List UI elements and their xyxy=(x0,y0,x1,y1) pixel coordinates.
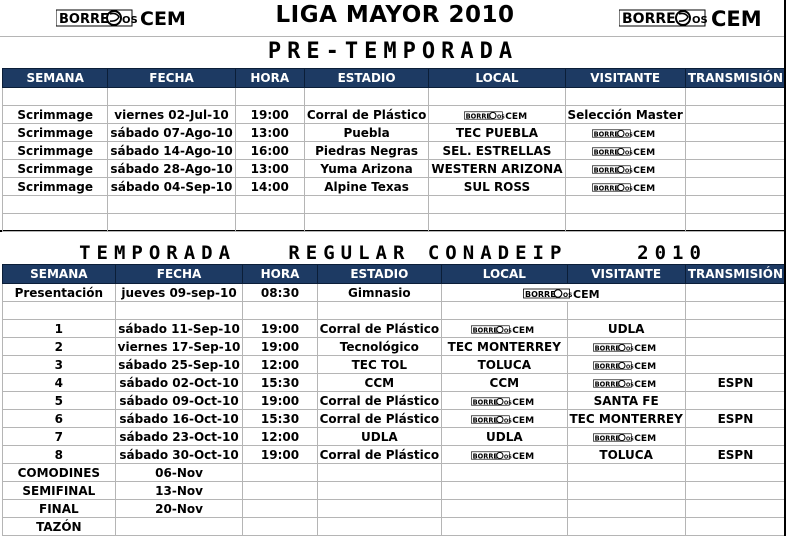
cell-semana: Presentación xyxy=(3,284,116,302)
empty-cell xyxy=(685,214,785,232)
svg-text:OS: OS xyxy=(122,15,138,26)
empty-cell xyxy=(3,214,108,232)
col-header-fecha: FECHA xyxy=(115,265,243,284)
cell-fecha: sábado 28-Ago-10 xyxy=(108,160,235,178)
borregos-logo-icon xyxy=(592,128,658,139)
cell-estadio: Gimnasio xyxy=(317,284,442,302)
svg-text:OS: OS xyxy=(625,149,633,156)
borregos-logo-icon xyxy=(593,342,659,353)
svg-text:BORRE: BORRE xyxy=(594,361,621,370)
cell-hora: 15:30 xyxy=(243,410,317,428)
cell-semana: Scrimmage xyxy=(3,178,108,196)
col-header-estadio: ESTADIO xyxy=(304,69,429,88)
col-header-estadio: ESTADIO xyxy=(317,265,442,284)
borregos-logo-icon xyxy=(471,324,537,335)
table-row xyxy=(3,410,786,428)
cell-visitante: TEC MONTERREY xyxy=(567,410,685,428)
svg-text:CEM: CEM xyxy=(633,183,656,193)
cell-transmision: ESPN xyxy=(685,374,785,392)
empty-cell xyxy=(567,482,685,500)
cell-estadio: UDLA xyxy=(317,428,442,446)
cell-playoff-label: TAZÓN xyxy=(3,518,116,536)
col-header-local: LOCAL xyxy=(442,265,567,284)
cell-local xyxy=(442,410,567,428)
empty-row xyxy=(3,214,786,232)
empty-cell xyxy=(108,214,235,232)
cell-hora: 12:00 xyxy=(243,428,317,446)
cell-fecha: sábado 14-Ago-10 xyxy=(108,142,235,160)
empty-cell xyxy=(317,302,442,320)
cell-fecha: sábado 07-Ago-10 xyxy=(108,124,235,142)
cell-semana: 1 xyxy=(3,320,116,338)
cell-playoff-date xyxy=(115,518,243,536)
svg-text:CEM: CEM xyxy=(512,415,535,425)
cell-local: WESTERN ARIZONA xyxy=(429,160,565,178)
cell-visitante xyxy=(567,338,685,356)
col-header-hora: HORA xyxy=(235,69,304,88)
regular-header-row xyxy=(3,265,786,284)
cell-playoff-label: SEMIFINAL xyxy=(3,482,116,500)
cell-visitante: TOLUCA xyxy=(567,446,685,464)
empty-cell xyxy=(304,214,429,232)
empty-cell xyxy=(685,482,785,500)
col-header-transmision: TRANSMISIÓN xyxy=(685,265,785,284)
playoff-row xyxy=(3,518,786,536)
svg-text:CEM: CEM xyxy=(505,111,528,121)
svg-text:CEM: CEM xyxy=(634,343,657,353)
cell-fecha: viernes 02-Jul-10 xyxy=(108,106,235,124)
svg-text:CEM: CEM xyxy=(634,379,657,389)
cell-playoff-date: 20-Nov xyxy=(115,500,243,518)
empty-cell xyxy=(567,464,685,482)
col-header-semana: SEMANA xyxy=(3,265,116,284)
table-row xyxy=(3,160,786,178)
svg-text:CEM: CEM xyxy=(140,8,186,28)
cell-semana: 8 xyxy=(3,446,116,464)
empty-cell xyxy=(115,302,243,320)
svg-text:OS: OS xyxy=(692,15,708,26)
cell-transmision xyxy=(685,428,785,446)
cell-local: TEC PUEBLA xyxy=(429,124,565,142)
cell-local xyxy=(442,320,567,338)
svg-text:CEM: CEM xyxy=(633,147,656,157)
cell-transmision xyxy=(685,124,785,142)
cell-transmision xyxy=(685,178,785,196)
cell-estadio: Corral de Plástico xyxy=(317,320,442,338)
cell-visitante xyxy=(565,160,685,178)
empty-cell xyxy=(685,464,785,482)
svg-text:BORRE: BORRE xyxy=(472,325,499,334)
empty-cell xyxy=(235,196,304,214)
cell-local: TEC MONTERREY xyxy=(442,338,567,356)
svg-text:BORRE: BORRE xyxy=(593,183,620,192)
cell-local: CCM xyxy=(442,374,567,392)
cell-fecha: sábado 25-Sep-10 xyxy=(115,356,243,374)
cell-transmision: ESPN xyxy=(685,446,785,464)
col-header-visitante: VISITANTE xyxy=(565,69,685,88)
cell-visitante xyxy=(565,142,685,160)
cell-semana: Scrimmage xyxy=(3,124,108,142)
svg-text:CEM: CEM xyxy=(633,165,656,175)
borregos-logo-right xyxy=(619,8,777,28)
empty-cell xyxy=(108,88,235,106)
preseason-table xyxy=(2,68,786,232)
cell-fecha: sábado 23-Oct-10 xyxy=(115,428,243,446)
table-row xyxy=(3,142,786,160)
col-header-semana: SEMANA xyxy=(3,69,108,88)
svg-text:OS: OS xyxy=(504,399,513,406)
svg-text:BORRE: BORRE xyxy=(622,11,676,27)
empty-cell xyxy=(442,482,567,500)
cell-visitante: SANTA FE xyxy=(567,392,685,410)
cell-estadio: Alpine Texas xyxy=(304,178,429,196)
table-row xyxy=(3,106,786,124)
cell-local: UDLA xyxy=(442,428,567,446)
cell-estadio: Corral de Plástico xyxy=(317,410,442,428)
cell-estadio: Puebla xyxy=(304,124,429,142)
cell-semana: 3 xyxy=(3,356,116,374)
cell-semana: Scrimmage xyxy=(3,106,108,124)
svg-text:CEM: CEM xyxy=(573,287,600,299)
cell-semana: 6 xyxy=(3,410,116,428)
svg-text:BORRE: BORRE xyxy=(594,379,621,388)
cell-semana: 7 xyxy=(3,428,116,446)
empty-cell xyxy=(3,302,116,320)
borregos-logo-icon xyxy=(593,360,659,371)
borregos-logo-icon xyxy=(592,146,658,157)
empty-cell xyxy=(565,196,685,214)
cell-transmision xyxy=(685,284,785,302)
cell-semana: 4 xyxy=(3,374,116,392)
cell-local: TOLUCA xyxy=(442,356,567,374)
empty-cell xyxy=(567,518,685,536)
svg-text:OS: OS xyxy=(504,417,513,424)
svg-text:BORRE: BORRE xyxy=(472,451,499,460)
header xyxy=(0,0,786,36)
table-row xyxy=(3,338,786,356)
col-header-local: LOCAL xyxy=(429,69,565,88)
cell-transmision xyxy=(685,160,785,178)
cell-local xyxy=(442,446,567,464)
empty-cell xyxy=(685,500,785,518)
svg-text:BORRE: BORRE xyxy=(472,415,499,424)
table-row xyxy=(3,356,786,374)
svg-text:BORRE: BORRE xyxy=(525,289,557,299)
empty-cell xyxy=(442,518,567,536)
empty-cell xyxy=(429,196,565,214)
svg-text:OS: OS xyxy=(626,363,634,370)
cell-hora: 19:00 xyxy=(235,106,304,124)
svg-text:OS: OS xyxy=(504,327,513,334)
col-header-hora: HORA xyxy=(243,265,317,284)
borregos-logo-left xyxy=(56,8,194,28)
cell-hora: 13:00 xyxy=(235,124,304,142)
empty-cell xyxy=(685,88,785,106)
empty-cell xyxy=(243,518,317,536)
cell-transmision xyxy=(685,356,785,374)
regular-season-table xyxy=(2,264,786,536)
cell-transmision xyxy=(685,142,785,160)
cell-local: SEL. ESTRELLAS xyxy=(429,142,565,160)
playoff-row xyxy=(3,500,786,518)
cell-transmision: ESPN xyxy=(685,410,785,428)
col-header-visitante: VISITANTE xyxy=(567,265,685,284)
cell-estadio: Yuma Arizona xyxy=(304,160,429,178)
playoff-row xyxy=(3,482,786,500)
svg-text:OS: OS xyxy=(626,435,634,442)
preseason-header-row xyxy=(3,69,786,88)
svg-text:CEM: CEM xyxy=(711,8,762,28)
table-row xyxy=(3,446,786,464)
empty-cell xyxy=(442,500,567,518)
borregos-logo-icon xyxy=(593,378,659,389)
empty-cell xyxy=(442,302,567,320)
cell-semana: Scrimmage xyxy=(3,142,108,160)
svg-text:OS: OS xyxy=(625,131,633,138)
regular-season-title: TEMPORADA REGULAR CONADEIP 2010 xyxy=(79,242,707,264)
cell-playoff-label: COMODINES xyxy=(3,464,116,482)
empty-cell xyxy=(685,302,785,320)
svg-text:CEM: CEM xyxy=(634,433,657,443)
cell-estadio: CCM xyxy=(317,374,442,392)
cell-estadio: Corral de Plástico xyxy=(317,392,442,410)
cell-hora: 19:00 xyxy=(243,392,317,410)
regular-season-body xyxy=(3,284,786,536)
cell-fecha: jueves 09-sep-10 xyxy=(115,284,243,302)
svg-text:BORRE: BORRE xyxy=(472,397,499,406)
page-title: LIGA MAYOR 2010 xyxy=(275,2,515,28)
cell-visitante xyxy=(565,124,685,142)
cell-hora: 13:00 xyxy=(235,160,304,178)
empty-cell xyxy=(567,500,685,518)
borregos-logo-icon xyxy=(501,288,625,299)
empty-row xyxy=(3,196,786,214)
cell-transmision xyxy=(685,320,785,338)
svg-text:CEM: CEM xyxy=(512,397,535,407)
cell-semana: 5 xyxy=(3,392,116,410)
playoff-row xyxy=(3,464,786,482)
cell-estadio: Tecnológico xyxy=(317,338,442,356)
col-header-transmision: TRANSMISIÓN xyxy=(685,69,785,88)
table-row xyxy=(3,320,786,338)
empty-cell xyxy=(243,302,317,320)
empty-cell xyxy=(235,88,304,106)
empty-cell xyxy=(429,214,565,232)
cell-visitante xyxy=(567,374,685,392)
table-row xyxy=(3,178,786,196)
borregos-logo-icon xyxy=(471,414,537,425)
svg-text:CEM: CEM xyxy=(634,361,657,371)
svg-text:BORRE: BORRE xyxy=(59,12,109,27)
svg-text:BORRE: BORRE xyxy=(593,165,620,174)
cell-hora: 08:30 xyxy=(243,284,317,302)
empty-cell xyxy=(304,88,429,106)
svg-text:CEM: CEM xyxy=(633,129,656,139)
empty-cell xyxy=(243,464,317,482)
cell-estadio: TEC TOL xyxy=(317,356,442,374)
cell-local: SUL ROSS xyxy=(429,178,565,196)
cell-fecha: sábado 02-Oct-10 xyxy=(115,374,243,392)
preseason-body xyxy=(3,88,786,232)
empty-cell xyxy=(243,500,317,518)
table-row xyxy=(3,392,786,410)
empty-cell xyxy=(317,518,442,536)
svg-text:OS: OS xyxy=(504,453,513,460)
cell-semana: Scrimmage xyxy=(3,160,108,178)
cell-fecha: viernes 17-Sep-10 xyxy=(115,338,243,356)
cell-local xyxy=(442,392,567,410)
empty-cell xyxy=(685,196,785,214)
borregos-logo-icon xyxy=(619,8,777,28)
cell-visitante: UDLA xyxy=(567,320,685,338)
cell-transmision xyxy=(685,392,785,410)
cell-hora: 19:00 xyxy=(243,320,317,338)
svg-text:OS: OS xyxy=(496,113,505,120)
cell-transmision xyxy=(685,338,785,356)
empty-cell xyxy=(243,482,317,500)
empty-cell xyxy=(3,88,108,106)
top-gridline xyxy=(0,36,786,37)
svg-text:OS: OS xyxy=(563,291,573,299)
cell-fecha: sábado 11-Sep-10 xyxy=(115,320,243,338)
preseason-title: PRE-TEMPORADA xyxy=(267,39,519,64)
svg-text:BORRE: BORRE xyxy=(465,111,491,120)
cell-visitante xyxy=(567,356,685,374)
cell-visitante: Selección Master xyxy=(565,106,685,124)
cell-local xyxy=(429,106,565,124)
cell-fecha: sábado 04-Sep-10 xyxy=(108,178,235,196)
empty-cell xyxy=(317,464,442,482)
svg-text:OS: OS xyxy=(625,185,633,192)
cell-hora: 14:00 xyxy=(235,178,304,196)
col-header-fecha: FECHA xyxy=(108,69,235,88)
empty-cell xyxy=(442,464,567,482)
empty-cell xyxy=(3,196,108,214)
empty-cell xyxy=(565,88,685,106)
cell-estadio: Corral de Plástico xyxy=(317,446,442,464)
svg-text:BORRE: BORRE xyxy=(593,129,620,138)
svg-text:BORRE: BORRE xyxy=(594,343,621,352)
table-row xyxy=(3,374,786,392)
empty-row xyxy=(3,88,786,106)
empty-cell xyxy=(565,214,685,232)
empty-cell xyxy=(108,196,235,214)
empty-cell xyxy=(429,88,565,106)
cell-visitante xyxy=(567,428,685,446)
table-row xyxy=(3,124,786,142)
cell-fecha: sábado 30-Oct-10 xyxy=(115,446,243,464)
empty-cell xyxy=(317,482,442,500)
cell-fecha: sábado 16-Oct-10 xyxy=(115,410,243,428)
empty-cell xyxy=(304,196,429,214)
svg-text:OS: OS xyxy=(626,345,634,352)
borregos-logo-icon xyxy=(471,396,537,407)
borregos-logo-icon xyxy=(592,164,658,175)
cell-transmision xyxy=(685,106,785,124)
borregos-logo-icon xyxy=(592,182,658,193)
cell-playoff-date: 06-Nov xyxy=(115,464,243,482)
svg-text:CEM: CEM xyxy=(512,325,535,335)
borregos-logo-icon xyxy=(464,110,530,121)
empty-row xyxy=(3,302,786,320)
borregos-logo-icon xyxy=(56,8,194,28)
cell-visitante xyxy=(565,178,685,196)
cell-hora: 15:30 xyxy=(243,374,317,392)
cell-hora: 19:00 xyxy=(243,446,317,464)
cell-hora: 16:00 xyxy=(235,142,304,160)
cell-playoff-date: 13-Nov xyxy=(115,482,243,500)
cell-semana: 2 xyxy=(3,338,116,356)
empty-cell xyxy=(235,214,304,232)
empty-cell xyxy=(317,500,442,518)
svg-text:CEM: CEM xyxy=(512,451,535,461)
table-row xyxy=(3,428,786,446)
empty-cell xyxy=(685,518,785,536)
presentation-row xyxy=(3,284,786,302)
svg-text:OS: OS xyxy=(626,381,634,388)
svg-text:OS: OS xyxy=(625,167,633,174)
borregos-logo-icon xyxy=(593,432,659,443)
cell-hora: 19:00 xyxy=(243,338,317,356)
borregos-logo-icon xyxy=(471,450,537,461)
cell-estadio: Piedras Negras xyxy=(304,142,429,160)
cell-playoff-label: FINAL xyxy=(3,500,116,518)
cell-local-visitante xyxy=(442,284,686,302)
svg-text:BORRE: BORRE xyxy=(594,433,621,442)
empty-cell xyxy=(567,302,685,320)
cell-estadio: Corral de Plástico xyxy=(304,106,429,124)
cell-hora: 12:00 xyxy=(243,356,317,374)
svg-text:BORRE: BORRE xyxy=(593,147,620,156)
cell-fecha: sábado 09-Oct-10 xyxy=(115,392,243,410)
